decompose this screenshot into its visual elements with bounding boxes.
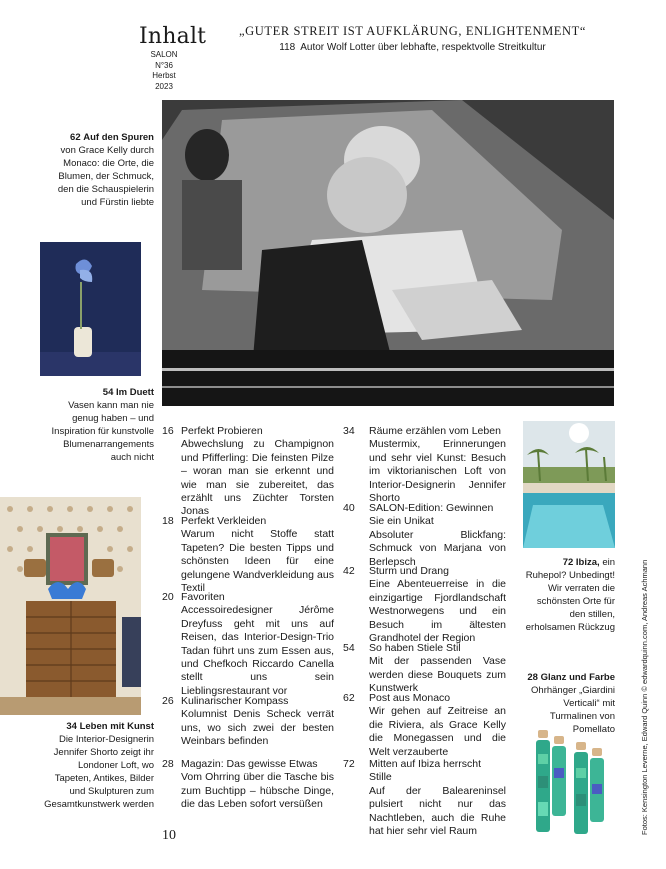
toc-page: 42 xyxy=(343,565,355,577)
toc-entry xyxy=(343,565,506,645)
earrings-photo xyxy=(532,728,610,836)
caption-auf-den-spuren xyxy=(40,131,154,209)
caption-title: Glanz und Farbe xyxy=(540,672,615,683)
toc-title: SALON-Edition: Gewinnen Sie ein Unikat xyxy=(369,502,494,528)
toc-entry xyxy=(343,642,506,696)
toc-page: 62 xyxy=(343,692,355,704)
toc-text: Auf der Baleareninsel pulsiert nicht nur das Nachtleben, auch die Ruhe hat hier sehr viel Raum xyxy=(369,784,506,838)
toc-page: 20 xyxy=(162,591,174,603)
toc-title: Kulinarischer Kompass xyxy=(181,695,289,707)
caption-page: 34 xyxy=(66,721,77,732)
loft-interior-photo xyxy=(0,497,141,715)
toc-entry xyxy=(162,515,334,595)
toc-entry xyxy=(162,695,334,749)
toc-page: 16 xyxy=(162,425,174,437)
issue-number: N°36 xyxy=(155,60,173,70)
caption-text: Vasen kann man nie genug haben – und Inspiration für kunstvolle Blumenarrangements auch nicht xyxy=(51,400,154,463)
toc-title: So haben Stiele Stil xyxy=(369,642,461,654)
caption-title: Leben mit Kunst xyxy=(79,721,154,732)
caption-title: Im Duett xyxy=(116,387,154,398)
caption-page: 54 xyxy=(102,387,114,398)
caption-text: Ohrhänger „Giardini Verticali“ mit Turmalinen von Pomellato xyxy=(531,685,615,735)
caption-ibiza xyxy=(521,556,615,634)
caption-leben-mit-kunst xyxy=(40,720,154,811)
toc-page: 28 xyxy=(162,758,174,770)
caption-im-duett xyxy=(40,386,154,464)
toc-text: Abwechslung zu Champignon und Pfifferling: Die feinsten Pilze – woran man sie erkennt und wie man sie zubereitet, das erzählt uns Züchter Torsten Jonas xyxy=(181,438,334,518)
feature-subline xyxy=(230,42,595,53)
toc-title: Magazin: Das gewisse Etwas xyxy=(181,758,318,770)
toc-page: 54 xyxy=(343,642,355,654)
caption-glanz-und-farbe xyxy=(521,671,615,736)
toc-title: Mitten auf Ibiza herrscht Stille xyxy=(369,758,482,784)
section-title: Inhalt xyxy=(139,24,207,49)
toc-title: Sturm und Drang xyxy=(369,565,449,577)
toc-page: 72 xyxy=(343,758,355,770)
toc-text: Mit der passenden Vase werden diese Bouquets zum Kunstwerk xyxy=(369,655,506,695)
issue-info xyxy=(150,50,178,92)
issue-magazine: SALON xyxy=(150,50,178,59)
toc-page: 34 xyxy=(343,425,355,437)
toc-title: Post aus Monaco xyxy=(369,692,451,704)
toc-title: Perfekt Verkleiden xyxy=(181,515,267,527)
caption-title: Ibiza, xyxy=(575,557,600,568)
caption-page: 28 xyxy=(527,672,538,683)
toc-title: Räume erzählen vom Leben xyxy=(369,425,501,437)
toc-entry xyxy=(343,758,506,838)
toc-text: Vom Ohrring über die Tasche bis zum Buchtipp – hübsche Dinge, die das Leben sofort versüßen xyxy=(181,771,334,811)
photo-credits-text: Fotos: Kensington Leverne, Edward Quinn © edwardquinn.com, Andreas Achmann xyxy=(640,559,649,835)
caption-text: ein Ruhepol? Unbedingt! Wir verraten die schönsten Orte für den stillen, erholsamen Rückzug xyxy=(525,557,615,633)
toc-title: Favoriten xyxy=(181,591,225,603)
caption-text: von Grace Kelly durch Monaco: die Orte, die Blumen, der Schmuck, den die Schauspielerin und Fürstin liebte xyxy=(57,145,154,208)
toc-page: 26 xyxy=(162,695,174,707)
feature-headline: „GUTER STREIT IST AUFKLÄRUNG, ENLIGHTENMENT“ xyxy=(238,24,587,38)
toc-entry xyxy=(162,425,334,519)
toc-page: 40 xyxy=(343,502,355,514)
ibiza-pool-photo xyxy=(523,421,615,548)
feature-text: Autor Wolf Lotter über lebhafte, respektvolle Streitkultur xyxy=(300,42,546,53)
toc-text: Wir gehen auf Zeitreise an die Riviera, als Grace Kelly die Monegassen und die Welt verzauberte xyxy=(369,705,506,758)
toc-entry xyxy=(162,758,334,812)
caption-page: 62 xyxy=(70,132,81,143)
toc-entry xyxy=(343,502,506,569)
caption-title: Auf den Spuren xyxy=(83,132,154,143)
feature-page-number: 118 xyxy=(279,42,296,53)
hero-photo-grace-kelly-car xyxy=(162,100,614,406)
photo-credits xyxy=(640,530,654,840)
caption-text: Die Interior-Designerin Jennifer Shorto zeigt ihr Londoner Loft, wo Tapeten, Antikes, Bilder und Skulpturen zum Gesamtkunstwerk werden xyxy=(44,734,154,810)
caption-page: 72 xyxy=(562,557,574,568)
toc-text: Absoluter Blickfang: Schmuck von Marjana von Berlepsch xyxy=(369,528,506,568)
toc-entry xyxy=(343,692,506,759)
issue-year: 2023 xyxy=(155,81,173,91)
toc-entry xyxy=(343,425,506,505)
toc-text: Eine Abenteuerreise in die einzigartige Fjordlandschaft Westnorwegens und ein Besuch im ältesten Grandhotel der Region xyxy=(369,578,506,645)
vase-photo xyxy=(40,242,141,376)
toc-entry xyxy=(162,591,334,698)
toc-text: Mustermix, Erinnerungen und sehr viel Kunst: Besuch im viktorianischen Loft von Interior-Designerin Jennifer Shorto xyxy=(369,438,506,505)
page-number: 10 xyxy=(162,828,176,843)
toc-text: Accessoiredesigner Jérôme Dreyfuss geht mit uns auf Reisen, das Interior-Design-Trio Tadan führt uns zum Essen aus, und Chefkoch Riccardo Canella stellt uns sein Lieblingsrestaurant vor xyxy=(181,604,334,697)
toc-page: 18 xyxy=(162,515,174,527)
toc-title: Perfekt Probieren xyxy=(181,425,263,437)
toc-text: Kolumnist Denis Scheck verrät uns, wo sich zwei der besten Weinbars befinden xyxy=(181,708,334,748)
issue-season: Herbst xyxy=(152,71,176,80)
toc-text: Warum nicht Stoffe statt Tapeten? Die besten Tipps und schönsten Ideen für eine gelungene Wandverkleidung aus Textil xyxy=(181,528,334,595)
